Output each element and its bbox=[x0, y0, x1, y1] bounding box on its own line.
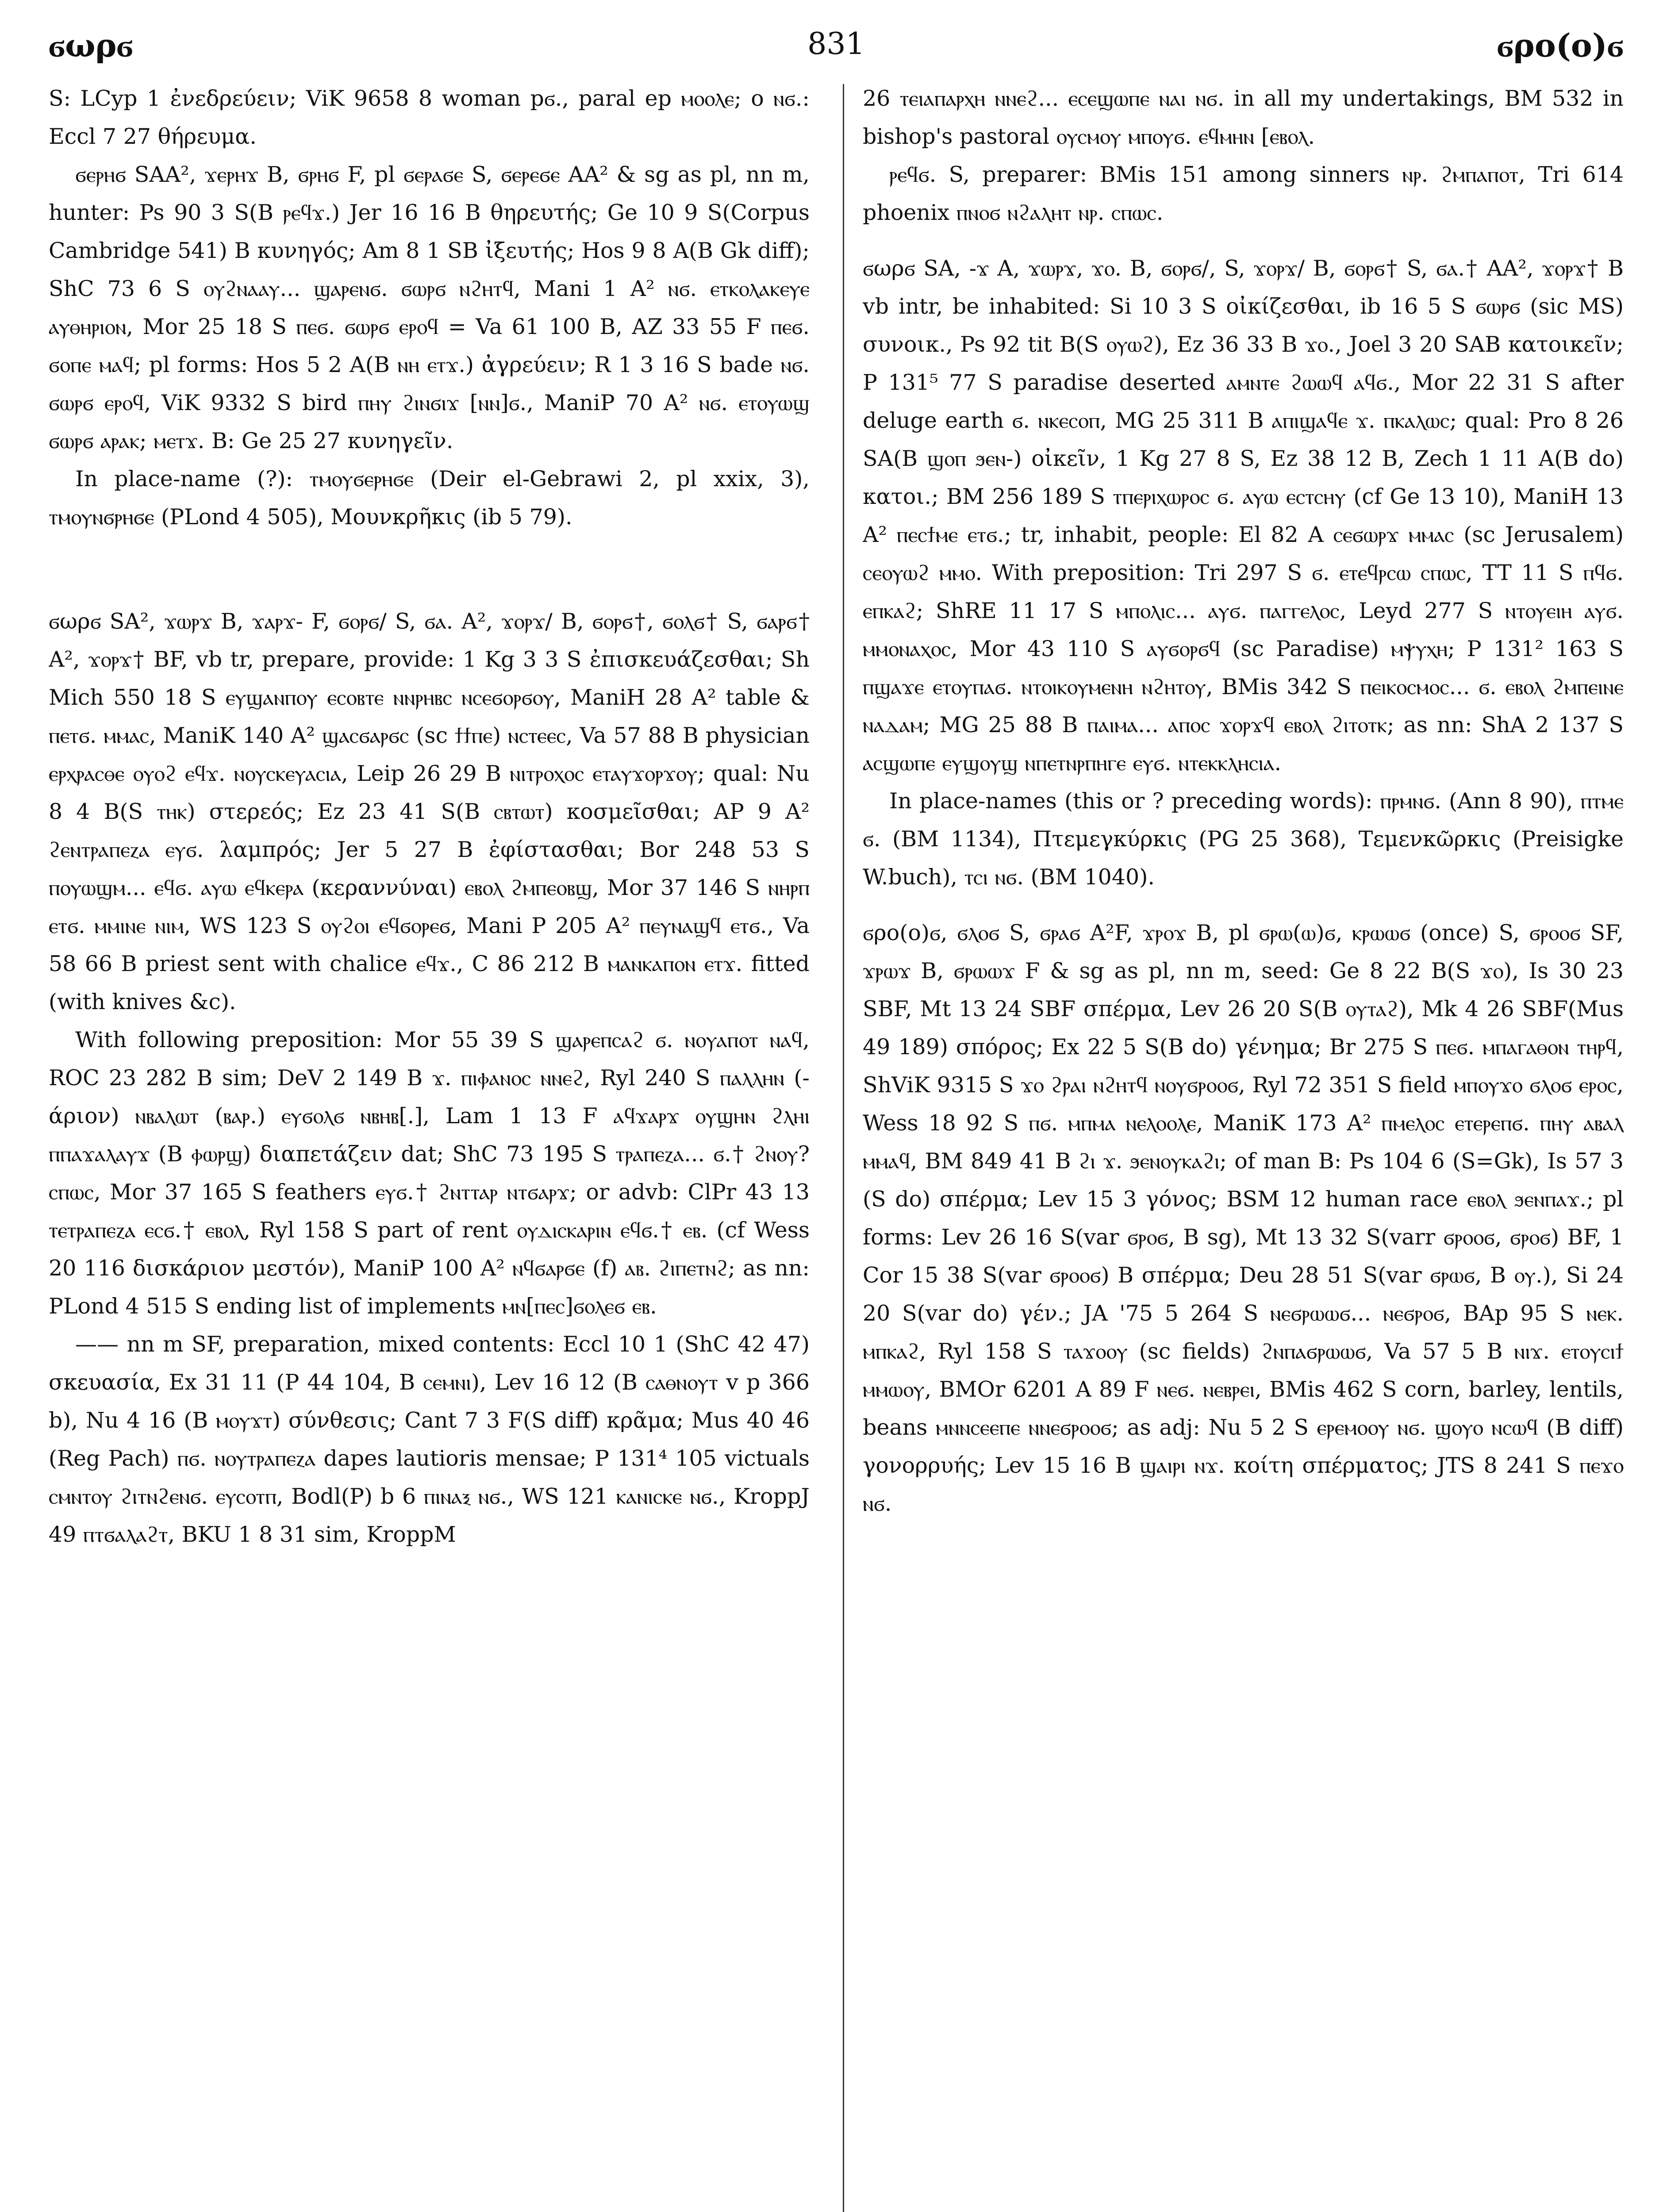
entry-paragraph: In place-name (?): ⲧⲙⲟⲩϭⲉⲣⲏϭⲉ (Deir el-Gebrawi 2, pl xxix, 3), ⲧⲙⲟⲩⲛϭⲣⲏϭⲉ (PLond 4 505), Μουνκρῆκις (ib 5 79). bbox=[49, 466, 810, 530]
entry-croc-seed bbox=[863, 914, 1624, 1523]
entry-paragraph: In place-names (this or ? preceding words): ⲡⲣⲙⲛϭ. (Ann 8 90), ⲡⲧⲙⲉ ϭ. (BM 1134), Πτεμεγκύρκις (PG 25 368), Τεμενκῶρκις (Preisigke W.buch), ⲧⲥⲓ ⲛϭ. (BM 1040). bbox=[863, 788, 1624, 890]
page-number: 831 bbox=[807, 27, 865, 61]
entry-gap bbox=[49, 536, 810, 603]
right-column bbox=[863, 80, 1624, 2212]
entry-paragraph: ⲣⲉϥϭ. S, preparer: BMis 151 among sinners ⲛⲣ. ϩⲙⲡⲁⲡⲟⲧ, Tri 614 phoenix ⲡⲛⲟϭ ⲛϩⲁⲗⲏⲧ ⲛⲣ. ⲥⲡⲱⲥ. bbox=[863, 162, 1624, 225]
entry-paragraph: ϭωρϭ SA², ϫⲱⲣϫ B, ϫⲁⲣϫ- F, ϭⲟⲣϭ/ S, ϭⲁ. A², ϫⲟⲣϫ/ B, ϭⲟⲣϭ†, ϭⲟⲗϭ† S, ϭⲁⲣϭ† A², ϫⲟⲣϫ† BF, vb tr, prepare, provide: 1 Kg 3 3 S ἐπισκευάζεσθαι; Sh Mich 550 18 S ⲉⲩϣⲁⲛⲡⲟⲩ ⲉⲥⲟⲃⲧⲉ ⲛⲛⲣⲏⲃⲥ ⲛⲥⲉϭⲟⲣϭⲟⲩ, ManiH 28 A² table & ⲡⲉⲧϭ. ⲙⲙⲁⲥ, ManiK 140 A² ϣⲁⲥϭⲁⲣϭⲥ (sc ϯϯⲡⲉ) ⲛⲥⲧⲉⲉⲥ, Va 57 88 B physician ⲉⲣⲭⲣⲁⲥⲑⲉ ⲟⲩⲟϩ ⲉϥϫ. ⲛⲟⲩⲥⲕⲉⲩⲁⲥⲓⲁ, Leip 26 29 B ⲛⲓⲧⲣⲟⲭⲟⲥ ⲉⲧⲁⲩϫⲟⲣϫⲟⲩ; qual: Nu 8 4 B(S ⲧⲏⲕ) στερεός; Ez 23 41 S(B ⲥⲃⲧⲱⲧ) κοσμεῖσθαι; AP 9 A² ϩⲉⲛⲧⲣⲁⲡⲉⲍⲁ ⲉⲩϭ. λαμπρός; Jer 5 27 B ἐφίστασθαι; Bor 248 53 S ⲡⲟⲩⲱϣⲙ... ⲉϥϭ. ⲁⲩⲱ ⲉϥⲕⲉⲣⲁ (κεραννύναι) ⲉⲃⲟⲗ ϩⲙⲡⲉⲟⲃϣ, Mor 37 146 S ⲛⲏⲣⲡ ⲉⲧϭ. ⲙⲙⲓⲛⲉ ⲛⲓⲙ, WS 123 S ⲟⲩϩⲟⲓ ⲉϥϭⲟⲣⲉϭ, Mani P 205 A² ⲡⲉⲩⲛⲁϣϥ ⲉⲧϭ., Va 58 66 B priest sent with chalice ⲉϥϫ., C 86 212 B ⲙⲁⲛⲕⲁⲡⲟⲛ ⲉⲧϫ. fitted (with knives &c). bbox=[49, 609, 810, 1014]
entry-gap bbox=[863, 896, 1624, 914]
left-column bbox=[49, 80, 810, 2212]
entry-continuation bbox=[863, 80, 1624, 232]
entry-paragraph: With following preposition: Mor 55 39 S ϣⲁⲣⲉⲡⲥⲁϩ ϭ. ⲛⲟⲩⲁⲡⲟⲧ ⲛⲁϥ, ROC 23 282 B sim; DeV 2 149 B ϫ. ⲡⲓⲫⲁⲛⲟⲥ ⲛⲛⲉϩ, Ryl 240 S ⲡⲁⲗⲗⲏⲛ (-άριον) ⲛⲃⲁⲗⲱⲧ (ⲃⲁⲣ.) ⲉⲩϭⲟⲗϭ ⲛⲃⲏⲃ[.], Lam 1 13 F ⲁϥϫⲁⲣϫ ⲟⲩϣⲏⲛ ϩⲗⲏⲓ ⲡⲡⲁϫⲁⲗⲁⲩϫ (B ⲫⲱⲣϣ) διαπετάζειν dat; ShC 73 195 S ⲧⲣⲁⲡⲉⲍⲁ... ϭ.† ϩⲛⲟⲩ? ⲥⲡⲱⲥ, Mor 37 165 S feathers ⲉⲩϭ.† ϩⲛⲧⲧⲁⲣ ⲛⲧϭⲁⲣϫ; or advb: ClPr 43 13 ⲧⲉⲧⲣⲁⲡⲉⲍⲁ ⲉⲥϭ.† ⲉⲃⲟⲗ, Ryl 158 S part of rent ⲟⲩⲇⲓⲥⲕⲁⲣⲓⲛ ⲉϥϭ.† ⲉⲃ. (cf Wess 20 116 δισκάριον μεστόν), ManiP 100 A² ⲛϥϭⲁⲣϭⲉ (f) ⲁⲃ. ϩⲓⲡⲉⲧⲛϩ; as nn: PLond 4 515 S ending list of implements ⲙⲛ[ⲡⲉⲥ]ϭⲟⲗⲉϭ ⲉⲃ. bbox=[49, 1027, 810, 1319]
right-running-headword: ϭρο(ο)ϭ bbox=[1497, 27, 1624, 64]
entry-paragraph: 26 ⲧⲉⲓⲁⲡⲁⲣⲭⲏ ⲛⲛⲉϩ... ⲉⲥⲉϣⲱⲡⲉ ⲛⲁⲓ ⲛϭ. in all my undertakings, BM 532 in bishop's pastoral ⲟⲩⲥⲙⲟⲩ ⲙⲡⲟⲩϭ. ⲉϥⲙⲏⲛ [ⲉⲃⲟⲗ. bbox=[863, 86, 1624, 149]
entry-paragraph: ϭωρϭ SA, -ϫ A, ϫⲱⲣϫ, ϫⲟ. B, ϭⲟⲣϭ/, S, ϫⲟⲣϫ/ B, ϭⲟⲣϭ† S, ϭⲁ.† AA², ϫⲟⲣϫ† B vb intr, be inhabited: Si 10 3 S οἰκίζεσθαι, ib 16 5 S ϭⲱⲣϭ (sic MS) συνοικ., Ps 92 tit B(S ⲟⲩⲱϩ), Ez 36 33 B ϫⲟ., Joel 3 20 SAB κατοικεῖν; P 131⁵ 77 S paradise deserted ⲁⲙⲛⲧⲉ ϩⲱⲱϥ ⲁϥϭ., Mor 22 31 S after deluge earth ϭ. ⲛⲕⲉⲥⲟⲡ, MG 25 311 B ⲁⲡⲓϣⲁϥⲉ ϫ. ⲡⲕⲁⲗⲱⲥ; qual: Pro 8 26 SA(B ϣⲟⲡ ϧⲉⲛ-) οἰκεῖν, 1 Kg 27 8 S, Ez 38 12 B, Zech 1 11 A(B do) κατοι.; BM 256 189 S ⲧⲡⲉⲣⲓⲭⲱⲣⲟⲥ ϭ. ⲁⲩⲱ ⲉⲥⲧⲥⲏⲩ (cf Ge 13 10), ManiH 13 A² ⲡⲉⲥϯⲙⲉ ⲉⲧϭ.; tr, inhabit, people: El 82 A ⲥⲉϭⲱⲣϫ ⲙⲙⲁⲥ (sc Jerusalem) ⲥⲉⲟⲩⲱϩ ⲙⲙⲟ. With preposition: Tri 297 S ϭ. ⲉⲧⲉϥⲣⲥⲱ ⲥⲡⲱⲥ, TT 11 S ⲡϥϭ. ⲉⲡⲕⲁϩ; ShRE 11 17 S ⲙⲡⲟⲗⲓⲥ... ⲁⲩϭ. ⲡⲁⲅⲅⲉⲗⲟⲥ, Leyd 277 S ⲛⲧⲟⲩⲉⲓⲏ ⲁⲩϭ. ⲙⲙⲟⲛⲁⲭⲟⲥ, Mor 43 110 S ⲁⲩϭⲟⲣϭϥ (sc Paradise) ⲙⲯⲩⲭⲏ; P 131² 163 S ⲡϣⲁϫⲉ ⲉⲧⲟⲩⲡⲁϭ. ⲛⲧⲟⲓⲕⲟⲩⲙⲉⲛⲏ ⲛϩⲏⲧⲟⲩ, BMis 342 S ⲡⲉⲓⲕⲟⲥⲙⲟⲥ... ϭ. ⲉⲃⲟⲗ ϩⲙⲡⲉⲓⲛⲉ ⲛⲁⲇⲁⲙ; MG 25 88 B ⲡⲁⲓⲙⲁ... ⲁⲡⲟⲥ ϫⲟⲣϫϥ ⲉⲃⲟⲗ ϩⲓⲧⲟⲧⲕ; as nn: ShA 2 137 S ⲁⲥϣⲱⲡⲉ ⲉⲩϣⲟⲩϣ ⲛⲡⲉⲧⲛⲣⲡⲏⲅⲉ ⲉⲩϭ. ⲛⲧⲉⲕⲕⲗⲏⲥⲓⲁ. bbox=[863, 256, 1624, 776]
entry-corc-inhabit bbox=[863, 250, 1624, 896]
entry-paragraph: S: LCyp 1 ἐνεδρεύειν; ViK 9658 8 woman pϭ., paral ep ⲙⲟⲟⲗⲉ; o ⲛϭ.: Eccl 7 27 θήρευμα. bbox=[49, 86, 810, 149]
entry-corc-hunter bbox=[49, 80, 810, 536]
entry-gap bbox=[863, 232, 1624, 250]
column-divider bbox=[843, 84, 844, 2212]
entry-paragraph: ϭρο(ο)ϭ, ϭⲗⲟϭ S, ϭⲣⲁϭ A²F, ϫⲣⲟϫ B, pl ϭⲣⲱ(ⲱ)ϭ, ⲕⲣⲱⲱϭ (once) S, ϭⲣⲟⲟϭ SF, ϫⲣⲱϫ B, ϭⲣⲱⲱϫ F & sg as pl, nn m, seed: Ge 8 22 B(S ϫⲟ), Is 30 23 SBF, Mt 13 24 SBF σπέρμα, Lev 26 20 S(B ⲟⲩⲧⲁϩ), Mk 4 26 SBF(Mus 49 189) σπόρος; Ex 22 5 S(B do) γένημα; Br 275 S ⲡⲉϭ. ⲙⲡⲁⲅⲁⲑⲟⲛ ⲧⲏⲣϥ, ShViK 9315 S ϫⲟ ϩⲣⲁⲓ ⲛϩⲏⲧϥ ⲛⲟⲩϭⲣⲟⲟϭ, Ryl 72 351 S field ⲙⲡⲟⲩϫⲟ ϭⲗⲟϭ ⲉⲣⲟⲥ, Wess 18 92 S ⲡϭ. ⲙⲡⲙⲁ ⲛⲉⲗⲟⲟⲗⲉ, ManiK 173 A² ⲡⲙⲉⲗⲟⲥ ⲉⲧⲉⲣⲉⲡϭ. ⲡⲏⲩ ⲁⲃⲁⲗ ⲙⲙⲁϥ, BM 849 41 B ϩⲓ ϫ. ϧⲉⲛⲟⲩⲕⲁϩⲓ; of man B: Ps 104 6 (S=Gk), Is 57 3 (S do) σπέρμα; Lev 15 3 γόνος; BSM 12 human race ⲉⲃⲟⲗ ϧⲉⲛⲡⲁϫ.; pl forms: Lev 26 16 S(var ϭⲣⲟϭ, B sg), Mt 13 32 S(varr ϭⲣⲟⲟϭ, ϭⲣⲟϭ) BF, 1 Cor 15 38 S(var ϭⲣⲟⲟϭ) B σπέρμα; Deu 28 51 S(var ϭⲣⲱϭ, B ⲟⲩ.), Si 24 20 S(var do) γέν.; JA '75 5 264 S ⲛⲉϭⲣⲱⲱϭ... ⲛⲉϭⲣⲟϭ, BAp 95 S ⲛⲉⲕ. ⲙⲡⲕⲁϩ, Ryl 158 S ⲧⲁϫⲟⲟⲩ (sc fields) ϩⲛⲡⲁϭⲣⲱⲱϭ, Va 57 5 B ⲛⲓϫ. ⲉⲧⲟⲩⲥⲓϯ ⲙⲙⲱⲟⲩ, BMOr 6201 A 89 F ⲛⲉϭ. ⲛⲉⲃⲣⲉⲓ, BMis 462 S corn, barley, lentils, beans ⲙⲛⲛⲥⲉⲉⲡⲉ ⲛⲛⲉϭⲣⲟⲟϭ; as adj: Nu 5 2 S ⲉⲣⲉⲙⲟⲟⲩ ⲛϭ. ϣⲟⲩⲟ ⲛⲥⲱϥ (B diff) γονορρυής; Lev 15 16 B ϣⲁⲓⲣⲓ ⲛϫ. κοίτη σπέρματος; JTS 8 241 S ⲡⲉϫⲟ ⲛϭ. bbox=[863, 920, 1624, 1516]
left-running-headword: ϭωρϭ bbox=[49, 27, 133, 64]
entry-corc-prepare bbox=[49, 603, 810, 1554]
page-header bbox=[49, 27, 1624, 75]
entry-paragraph: ϭⲉⲣⲏϭ SAA², ϫⲉⲣⲏϫ B, ϭⲣⲏϭ F, pl ϭⲉⲣⲁϭⲉ S, ϭⲉⲣⲉϭⲉ AA² & sg as pl, nn m, hunter: Ps 90 3 S(B ⲣⲉϥϫ.) Jer 16 16 B θηρευτής; Ge 10 9 S(Corpus Cambridge 541) B κυνηγός; Am 8 1 SB ἰξευτής; Hos 9 8 A(B Gk diff); ShC 73 6 S ⲟⲩϩⲛⲁⲁⲩ... ϣⲁⲣⲉⲛϭ. ϭⲱⲣϭ ⲛϩⲏⲧϥ, Mani 1 A² ⲛϭ. ⲉⲧⲕⲟⲗⲁⲕⲉⲩⲉ ⲁⲩⲑⲏⲣⲓⲟⲛ, Mor 25 18 S ⲡⲉϭ. ϭⲱⲣϭ ⲉⲣⲟϥ = Va 61 100 B, AZ 33 55 F ⲡⲉϭ. ϭⲟⲡⲉ ⲙⲁϥ; pl forms: Hos 5 2 A(B ⲛⲏ ⲉⲧϫ.) ἀγρεύειν; R 1 3 16 S bade ⲛϭ. ϭⲱⲣϭ ⲉⲣⲟϥ, ViK 9332 S bird ⲡⲏⲩ ϩⲓⲛϭⲓϫ [ⲛⲛ]ϭ., ManiP 70 A² ⲛϭ. ⲉⲧⲟⲩⲱϣ ϭⲱⲣϭ ⲁⲣⲁⲕ; ⲙⲉⲧϫ. B: Ge 25 27 κυνηγεῖν. bbox=[49, 162, 810, 453]
entry-paragraph: —— nn m SF, preparation, mixed contents: Eccl 10 1 (ShC 42 47) σκευασία, Ex 31 11 (P 44 104, B ⲥⲉⲙⲛⲓ), Lev 16 12 (B ⲥⲁⲑⲛⲟⲩⲧ v p 366 b), Nu 4 16 (B ⲙⲟⲩϫⲧ) σύνθεσις; Cant 7 3 F(S diff) κρᾶμα; Mus 40 46 (Reg Pach) ⲡϭ. ⲛⲟⲩⲧⲣⲁⲡⲉⲍⲁ dapes lautioris mensae; P 131⁴ 105 victuals ⲥⲙⲛⲧⲟⲩ ϩⲓⲧⲛϩⲉⲛϭ. ⲉⲩⲥⲟⲧⲡ, Bodl(P) b 6 ⲡⲓⲛⲁⲝ ⲛϭ., WS 121 ⲕⲁⲛⲓⲥⲕⲉ ⲛϭ., KroppJ 49 ⲡⲧϭⲁⲗⲁϩⲧ, BKU 1 8 31 sim, KroppM bbox=[49, 1332, 810, 1547]
